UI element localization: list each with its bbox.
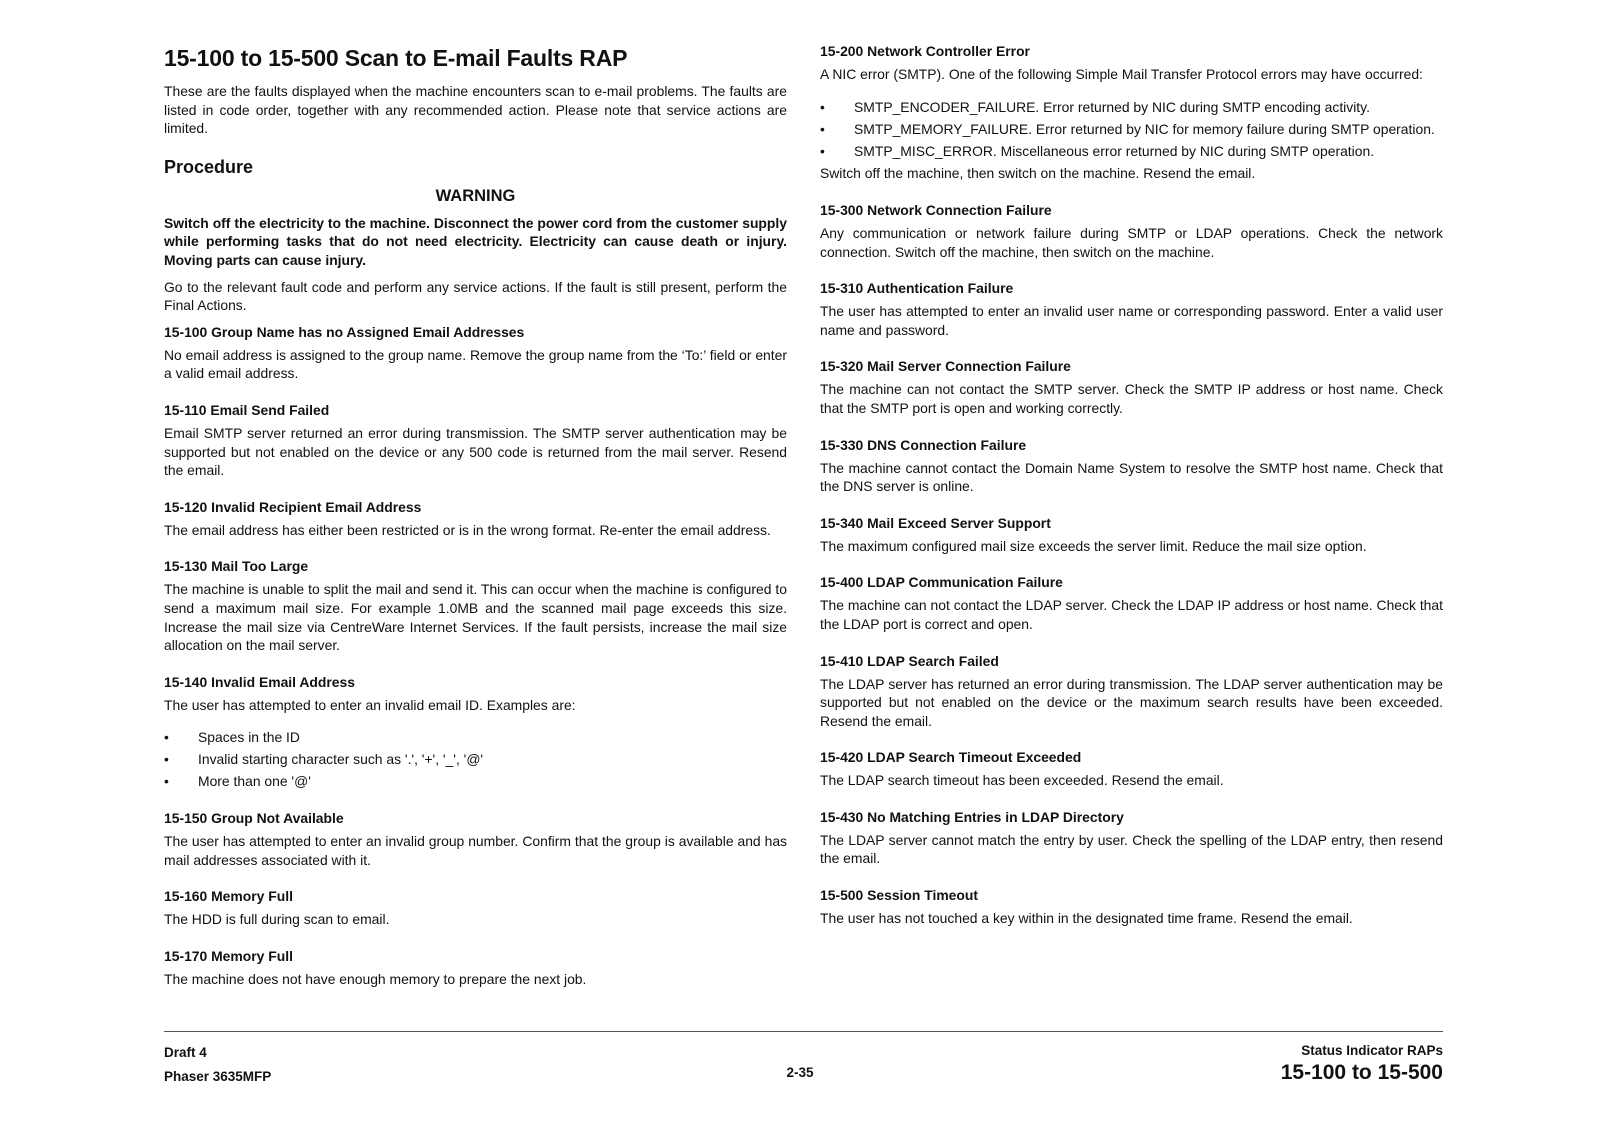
fault-heading: 15-340 Mail Exceed Server Support	[820, 514, 1051, 531]
fault-section	[164, 323, 787, 383]
fault-description: The machine cannot contact the Domain Name System to resolve the SMTP host name. Check that the DNS server is online.	[820, 459, 1443, 495]
fault-section	[164, 887, 787, 929]
fault-section	[820, 573, 1443, 633]
fault-description: The LDAP server cannot match the entry by user. Check the spelling of the LDAP entry, then resend the email.	[820, 831, 1443, 867]
bullet-item: • Invalid starting character such as '.', '+', '_', '@'	[164, 750, 787, 769]
fault-heading: 15-120 Invalid Recipient Email Address	[164, 498, 422, 515]
fault-heading: 15-320 Mail Server Connection Failure	[820, 358, 1071, 375]
fault-description: The LDAP search timeout has been exceeded. Resend the email.	[820, 772, 1224, 789]
page-title: 15-100 to 15-500 Scan to E-mail Faults RAP	[164, 45, 628, 71]
fault-heading: 15-430 No Matching Entries in LDAP Directory	[820, 808, 1124, 825]
fault-heading: 15-110 Email Send Failed	[164, 401, 330, 418]
footer-draft: Draft 4	[164, 1045, 207, 1060]
fault-description: The user has attempted to enter an invalid email ID. Examples are:	[164, 696, 576, 713]
fault-section	[820, 42, 1443, 183]
fault-description: The HDD is full during scan to email.	[164, 911, 390, 928]
fault-heading: 15-200 Network Controller Error	[820, 43, 1030, 59]
fault-description: The machine can not contact the LDAP server. Check the LDAP IP address or host name. Check that the LDAP port is correct and open.	[820, 597, 1443, 632]
fault-description: The user has not touched a key within in the designated time frame. Resend the email.	[820, 910, 1353, 927]
fault-description: The LDAP server has returned an error during transmission. The LDAP server authentication may be supported but not enabled on the device or the maximum search results have been exceeded. Resend the email.	[820, 675, 1443, 729]
fault-section	[820, 201, 1443, 261]
fault-heading: 15-130 Mail Too Large	[164, 558, 309, 575]
fault-heading: 15-330 DNS Connection Failure	[820, 436, 1027, 453]
fault-description: Email SMTP server returned an error during transmission. The SMTP server authentication may be supported but not enabled on the device or any 500 code is returned from the mail server. Resend the email.	[164, 424, 787, 479]
bullet-item: • Spaces in the ID	[164, 728, 787, 747]
left-column	[164, 38, 787, 996]
bullet-list	[164, 728, 787, 791]
right-fault-list	[820, 42, 1443, 928]
fault-section	[820, 514, 1443, 556]
fault-section	[820, 652, 1443, 731]
bullet-item: • SMTP_ENCODER_FAILURE. Error returned by NIC during SMTP encoding activity.	[820, 98, 1443, 117]
fault-heading: 15-410 LDAP Search Failed	[820, 652, 999, 669]
footer-right	[1281, 1042, 1443, 1086]
warning-title: WARNING	[435, 186, 516, 205]
fault-heading: 15-150 Group Not Available	[164, 810, 344, 827]
footer-product: Phaser 3635MFP	[164, 1069, 272, 1084]
procedure-text: Go to the relevant fault code and perform any service actions. If the fault is still present, perform the Final Actions.	[164, 278, 787, 314]
footer-page-number: 2-35	[786, 1065, 814, 1080]
footer-chapter: Status Indicator RAPs	[1301, 1043, 1443, 1058]
fault-section	[164, 498, 787, 540]
fault-section	[820, 436, 1443, 496]
intro-text: These are the faults displayed when the machine encounters scan to e-mail problems. The faults are listed in code order, together with any recommended action. Please note that service actions are limited.	[164, 83, 787, 137]
fault-section	[820, 808, 1443, 868]
fault-section	[164, 673, 787, 791]
fault-description: A NIC error (SMTP). One of the following Simple Mail Transfer Protocol errors may have occurred:	[820, 66, 1423, 82]
fault-section	[164, 809, 787, 869]
footer-range: 15-100 to 15-500	[1280, 1061, 1443, 1084]
fault-section	[164, 557, 787, 654]
fault-description: The email address has either been restricted or is in the wrong format. Re-enter the email address.	[164, 521, 771, 538]
fault-heading: 15-400 LDAP Communication Failure	[820, 574, 1063, 591]
fault-section	[820, 886, 1443, 928]
fault-description: The user has attempted to enter an invalid user name or corresponding password. Enter a valid user name and password.	[820, 303, 1443, 338]
fault-heading: 15-500 Session Timeout	[820, 887, 979, 904]
fault-description: Any communication or network failure during SMTP or LDAP operations. Check the network connection. Switch off the machine, then switch on the machine.	[820, 224, 1443, 260]
fault-followup: Switch off the machine, then switch on the machine. Resend the email.	[820, 165, 1256, 182]
fault-description: The machine does not have enough memory to prepare the next job.	[164, 970, 587, 987]
fault-heading: 15-420 LDAP Search Timeout Exceeded	[820, 749, 1082, 766]
fault-description: The machine can not contact the SMTP server. Check the SMTP IP address or host name. Check that the SMTP port is open and working correctly.	[820, 381, 1443, 416]
fault-heading: 15-100 Group Name has no Assigned Email Addresses	[164, 323, 525, 340]
fault-heading: 15-160 Memory Full	[164, 888, 293, 905]
fault-section	[164, 401, 787, 480]
fault-description: No email address is assigned to the group name. Remove the group name from the ‘To:’ field or enter a valid email address.	[164, 346, 787, 382]
fault-section	[820, 357, 1443, 417]
fault-heading: 15-170 Memory Full	[164, 947, 293, 964]
warning-text: Switch off the electricity to the machine. Disconnect the power cord from the customer supply while performing tasks that do not need electricity. Electricity can cause death or injury. Moving parts can cause injury.	[164, 214, 787, 268]
fault-section	[820, 279, 1443, 339]
bullet-item: • SMTP_MISC_ERROR. Miscellaneous error returned by NIC during SMTP operation.	[820, 142, 1443, 161]
bullet-item: • More than one '@'	[164, 772, 787, 791]
fault-heading: 15-300 Network Connection Failure	[820, 201, 1052, 218]
bullet-list	[820, 98, 1443, 161]
right-column	[820, 38, 1443, 936]
fault-description: The maximum configured mail size exceeds the server limit. Reduce the mail size option.	[820, 537, 1367, 554]
procedure-heading: Procedure	[164, 156, 254, 177]
fault-description: The user has attempted to enter an invalid group number. Confirm that the group is available and has mail addresses associated with it.	[164, 833, 787, 868]
fault-section	[164, 947, 787, 989]
left-fault-list	[164, 323, 787, 989]
fault-description: The machine is unable to split the mail and send it. This can occur when the machine is configured to send a maximum mail size. For example 1.0MB and the scanned mail page exceeds this size. Increase the mail size via CentreWare Internet Services. If the fault persists, increase the mail size allocation on the mail server.	[164, 581, 787, 654]
footer-divider	[164, 1031, 1443, 1032]
bullet-item: • SMTP_MEMORY_FAILURE. Error returned by NIC for memory failure during SMTP operation.	[820, 120, 1443, 139]
fault-heading: 15-310 Authentication Failure	[820, 280, 1014, 297]
fault-heading: 15-140 Invalid Email Address	[164, 673, 355, 690]
fault-section	[820, 748, 1443, 790]
